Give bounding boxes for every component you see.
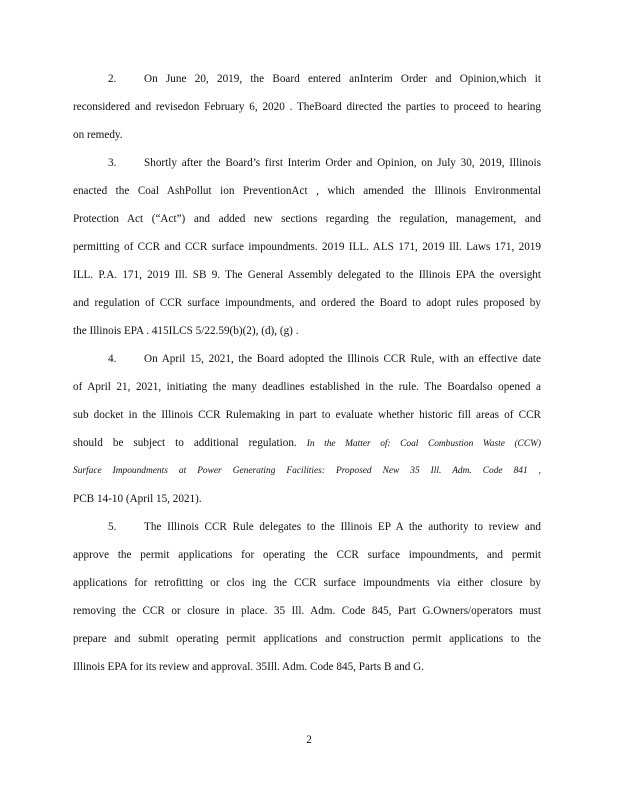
paragraph-3-line-2: enacted the Coal AshPollut ion PreventionAct , which amended the Illinois Environmental: [73, 185, 541, 197]
paragraph-text: should be subject to additional regulation.: [73, 437, 297, 449]
paragraph-5-line-6: Illinois EPA for its review and approval. 35Ill. Adm. Code 845, Parts B and G.: [73, 661, 425, 673]
paragraph-4-line-4: [73, 436, 541, 451]
paragraph-number: 4.: [108, 353, 117, 365]
paragraph-5-line-5: prepare and submit operating permit applications and construction permit applications to the: [73, 633, 541, 645]
paragraph-number: 2.: [108, 73, 117, 85]
paragraph-5-line-2: approve the permit applications for operating the CCR surface impoundments, and permit: [73, 549, 541, 561]
paragraph-text: On June 20, 2019, the Board entered anInterim Order and Opinion,which it: [144, 73, 541, 85]
paragraph-5-line-1: [108, 520, 541, 534]
paragraph-3-line-1: [108, 156, 541, 170]
paragraph-3-line-5: ILL. P.A. 171, 2019 Ill. SB 9. The General Assembly delegated to the Illinois EPA the oversight: [73, 269, 541, 281]
paragraph-4-line-5: Surface Impoundments at Power Generating Facilities: Proposed New 35 Ill. Adm. Code 841 ,: [73, 466, 541, 476]
paragraph-2-line-1: [108, 72, 541, 86]
paragraph-3-line-7: the Illinois EPA . 415ILCS 5/22.59(b)(2), (d), (g) .: [73, 325, 299, 337]
paragraph-text: Shortly after the Board’s first Interim Order and Opinion, on July 30, 2019, Illinois: [144, 157, 541, 169]
case-citation: In the Matter of: Coal Combustion Waste (CCW): [306, 439, 541, 449]
paragraph-2-line-2: reconsidered and revisedon February 6, 2020 . TheBoard directed the parties to proceed to hearing: [73, 101, 541, 113]
paragraph-5-line-4: removing the CCR or closure in place. 35 Ill. Adm. Code 845, Part G.Owners/operators must: [73, 605, 541, 617]
paragraph-4-line-3: sub docket in the Illinois CCR Rulemaking in part to evaluate whether historic fill areas of CCR: [73, 409, 541, 421]
paragraph-2-line-3: on remedy.: [73, 129, 123, 141]
paragraph-text: On April 15, 2021, the Board adopted the Illinois CCR Rule, with an effective date: [144, 353, 541, 365]
paragraph-text: The Illinois CCR Rule delegates to the Illinois EP A the authority to review and: [144, 521, 541, 533]
paragraph-number: 5.: [108, 521, 117, 533]
paragraph-4-line-6: PCB 14-10 (April 15, 2021).: [73, 493, 202, 505]
paragraph-4-line-1: [108, 352, 541, 366]
paragraph-number: 3.: [108, 157, 117, 169]
paragraph-3-line-4: permitting of CCR and CCR surface impoundments. 2019 ILL. ALS 171, 2019 Ill. Laws 171, 2019: [73, 241, 541, 253]
paragraph-3-line-6: and regulation of CCR surface impoundments, and ordered the Board to adopt rules proposed by: [73, 297, 541, 309]
paragraph-5-line-3: applications for retrofitting or clos ing the CCR surface impoundments via either closure by: [73, 577, 541, 589]
paragraph-3-line-3: Protection Act (“Act”) and added new sections regarding the regulation, management, and: [73, 213, 541, 225]
page-number: 2: [306, 734, 312, 746]
paragraph-4-line-2: of April 21, 2021, initiating the many deadlines established in the rule. The Boardalso opened a: [73, 381, 541, 393]
